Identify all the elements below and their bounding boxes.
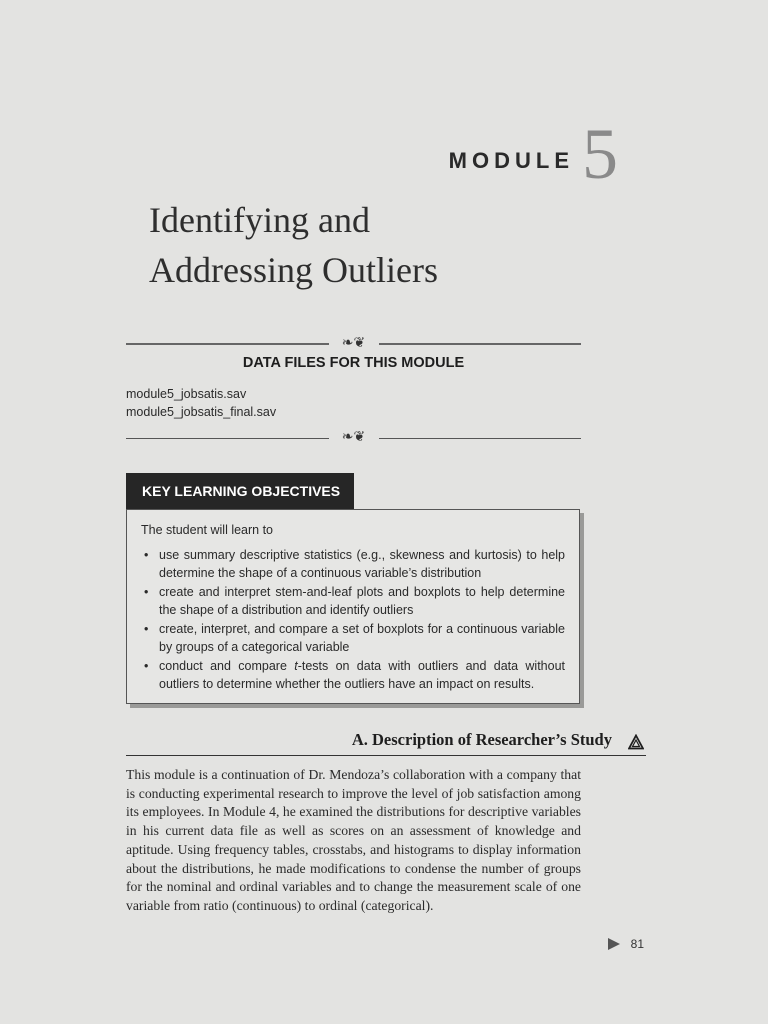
section-title: A. Description of Researcher’s Study: [351, 730, 612, 749]
objectives-list: [141, 546, 565, 694]
play-triangle-icon: [607, 937, 621, 951]
objective-item-text: conduct and compare: [159, 658, 295, 673]
objective-item-italic: t: [294, 658, 298, 673]
fleuron-ornament: ❧❦: [341, 430, 366, 445]
chapter-title-line-1: Identifying and: [149, 200, 370, 240]
fleuron-ornament: ❧❦: [341, 336, 366, 351]
chapter-title: [149, 195, 569, 295]
divider: [126, 343, 329, 345]
divider: [379, 343, 582, 345]
module-number: 5: [582, 114, 618, 194]
body-paragraph: This module is a continuation of Dr. Mendoza’s collaboration with a company that is conducting experimental research to improve the level of job satisfaction among its employees. In Module 4, he examined the distributions for descriptive variables in his current data file as well as scores on an assessment of knowledge and aptitude. Using frequency tables, crosstabs, and histograms to display information about the distributions, he made modifications to condense the number of groups for the nominal and ordinal variables and to change the measurement scale of one variable from ratio (continuous) to ordinal (categorical).: [126, 767, 581, 913]
delta-triangle-icon: [628, 734, 644, 750]
data-file-item: module5_jobsatis_final.sav: [126, 405, 277, 419]
module-header: [448, 114, 618, 194]
ornament-rule-bottom: [126, 431, 581, 445]
page-footer: [607, 937, 644, 951]
objective-item: • create and interpret stem-and-leaf plots and boxplots to help determine the shape of a distribution and identify outliers: [141, 583, 565, 620]
section-heading: [126, 728, 646, 756]
data-files-heading: DATA FILES FOR THIS MODULE: [242, 355, 465, 371]
objectives-heading: KEY LEARNING OBJECTIVES: [126, 473, 354, 509]
divider: [379, 438, 582, 439]
divider: [126, 438, 329, 439]
chapter-title-line-2: Addressing Outliers: [149, 250, 438, 290]
data-file-item: module5_jobsatis.sav: [126, 387, 247, 401]
objectives-intro: The student will learn to: [141, 523, 274, 537]
data-files-list: [126, 385, 276, 421]
objective-item-text: -tests on data with outliers and data without outliers to determine whether the outliers have an impact on results.: [159, 658, 565, 691]
objective-item: • use summary descriptive statistics (e.g., skewness and kurtosis) to help determine the shape of a continuous variable’s distribution: [141, 546, 565, 583]
page-number: 81: [630, 937, 644, 951]
objectives-box: [126, 509, 580, 704]
module-label: MODULE: [448, 148, 574, 173]
ornament-rule-top: [126, 337, 581, 351]
objective-item: • create, interpret, and compare a set of boxplots for a continuous variable by groups of a categorical variable: [141, 620, 565, 657]
objective-item: [141, 657, 565, 694]
